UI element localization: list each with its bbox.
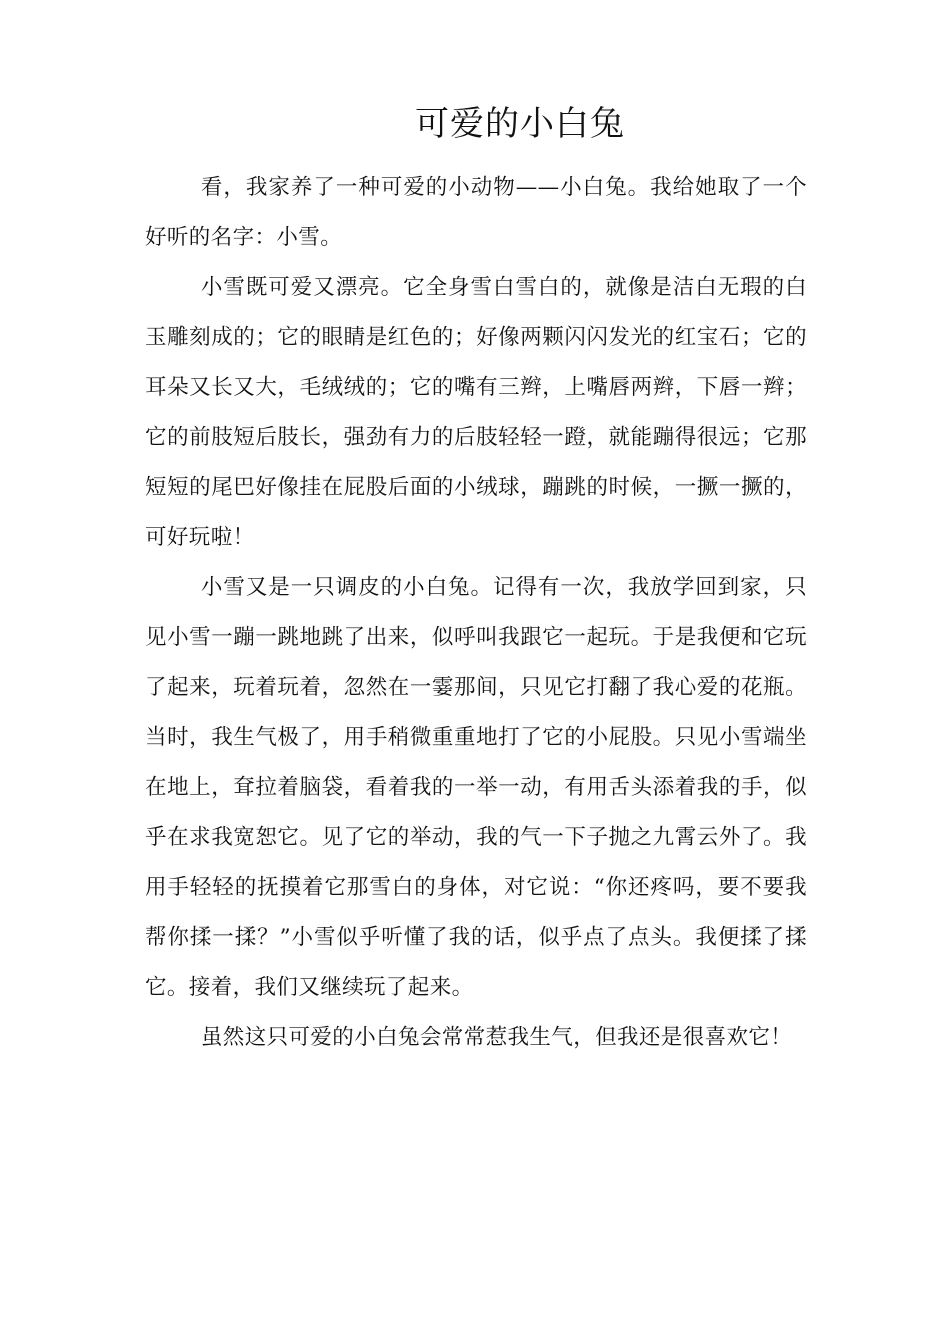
- document-body: [145, 163, 807, 1063]
- paragraph-story: 小雪又是一只调皮的小白兔。记得有一次，我放学回到家，只见小雪一蹦一跳地跳了出来，似呼叫我跟它一起玩。于是我便和它玩了起来，玩着玩着，忽然在一霎那间，只见它打翻了我心爱的花瓶。当时，我生气极了，用手稍微重重地打了它的小屁股。只见小雪端坐在地上，耷拉着脑袋，看着我的一举一动，有用舌头添着我的手，似乎在求我宽恕它。见了它的举动，我的气一下子抛之九霄云外了。我用手轻轻的抚摸着它那雪白的身体，对它说：“你还疼吗，要不要我帮你揉一揉？”小雪似乎听懂了我的话，似乎点了点头。我便揉了揉它。接着，我们又继续玩了起来。: [145, 575, 807, 1000]
- paragraph-intro: 看，我家养了一种可爱的小动物——小白兔。我给她取了一个好听的名字：小雪。: [145, 175, 807, 250]
- paragraph-conclusion: 虽然这只可爱的小白兔会常常惹我生气，但我还是很喜欢它！: [200, 1025, 793, 1050]
- document-title: 可爱的小白兔: [415, 104, 625, 144]
- paragraph-appearance: 小雪既可爱又漂亮。它全身雪白雪白的，就像是洁白无瑕的白玉雕刻成的；它的眼睛是红色的；好像两颗闪闪发光的红宝石；它的耳朵又长又大，毛绒绒的；它的嘴有三辫，上嘴唇两辫，下唇一辫；它的前肢短后肢长，强劲有力的后肢轻轻一蹬，就能蹦得很远；它那短短的尾巴好像挂在屁股后面的小绒球，蹦跳的时候，一撅一撅的，可好玩啦！: [145, 275, 807, 550]
